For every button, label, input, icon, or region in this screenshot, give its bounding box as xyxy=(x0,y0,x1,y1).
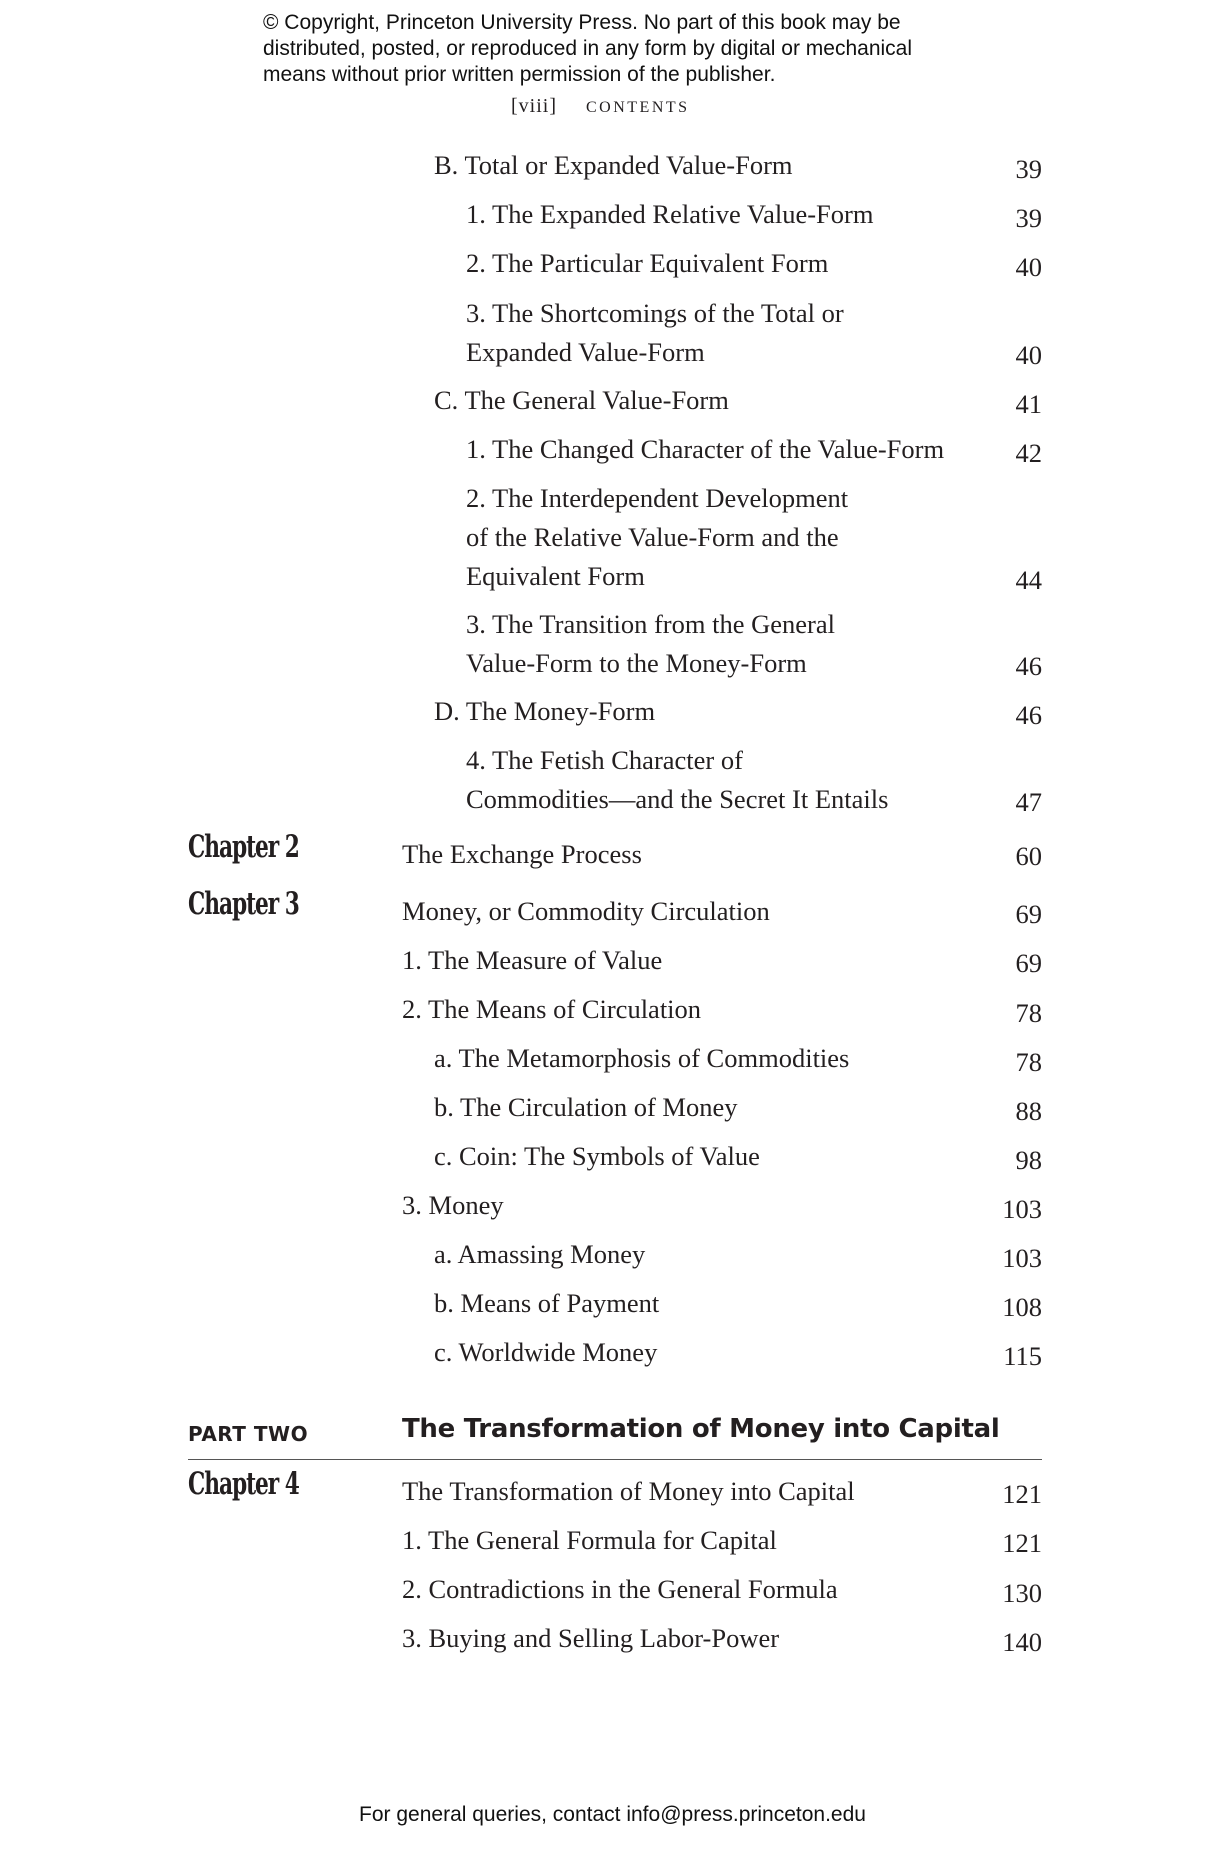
toc-entry-title: C. The General Value-Form xyxy=(434,385,729,415)
toc-page-number: 47 xyxy=(1015,787,1042,817)
toc-entry xyxy=(402,990,701,1029)
toc-entry xyxy=(466,430,944,469)
chapter-label: Chapter 3 xyxy=(188,886,299,922)
toc-entry xyxy=(402,892,770,931)
toc-page-number: 98 xyxy=(1015,1145,1042,1175)
toc-entry xyxy=(466,244,828,283)
toc-page-number: 130 xyxy=(1002,1578,1042,1608)
toc-entry-title: The Transformation of Money into Capital xyxy=(402,1476,855,1506)
toc-entry-title: b. The Circulation of Money xyxy=(434,1092,738,1122)
chapter-label: Chapter 2 xyxy=(188,829,299,865)
toc-page-number: 46 xyxy=(1015,700,1042,730)
toc-entry xyxy=(466,294,844,372)
toc-entry xyxy=(402,1570,838,1609)
toc-page-number: 108 xyxy=(1002,1292,1042,1322)
toc-page-number: 40 xyxy=(1015,252,1042,282)
toc-page-number: 39 xyxy=(1015,203,1042,233)
toc-entry xyxy=(466,195,873,234)
toc-page-number: 121 xyxy=(1002,1479,1042,1509)
toc-entry xyxy=(434,1088,737,1127)
toc-page-number: 115 xyxy=(1003,1341,1042,1371)
toc-entry-title: 2. The Means of Circulation xyxy=(402,994,702,1024)
toc-entry-title: 4. The Fetish Character of xyxy=(466,745,743,775)
toc-page-number: 41 xyxy=(1015,389,1042,419)
running-head-page: [viii] xyxy=(511,95,557,117)
toc-entry xyxy=(402,1472,855,1511)
toc-entry xyxy=(434,1333,657,1372)
chapter-label: Chapter 4 xyxy=(188,1466,299,1502)
toc-entry-title: 3. The Shortcomings of the Total or xyxy=(466,298,844,328)
toc-entry xyxy=(434,1137,760,1176)
toc-entry-title: b. Means of Payment xyxy=(434,1288,660,1318)
part-label: PART TWO xyxy=(188,1422,309,1446)
toc-entry-title: Money, or Commodity Circulation xyxy=(402,896,770,926)
toc-entry-title: 3. The Transition from the General xyxy=(466,609,835,639)
copyright-line: means without prior written permission of the publisher. xyxy=(263,63,776,86)
toc-entry-title: 2. The Particular Equivalent Form xyxy=(466,248,829,278)
toc-entry-title: 1. The Measure of Value xyxy=(402,945,663,975)
toc-page-number: 44 xyxy=(1015,565,1042,595)
toc-entry xyxy=(466,605,835,683)
toc-page-number: 40 xyxy=(1015,340,1042,370)
running-head-section: CONTENTS xyxy=(586,99,690,116)
copyright-line: distributed, posted, or reproduced in any form by digital or mechanical xyxy=(263,37,913,60)
toc-entry xyxy=(402,1521,777,1560)
toc-entry xyxy=(434,1039,849,1078)
toc-page-number: 46 xyxy=(1015,651,1042,681)
toc-entry xyxy=(402,835,642,874)
toc-entry-title: 1. The Expanded Relative Value-Form xyxy=(466,199,874,229)
toc-entry xyxy=(434,1284,659,1323)
toc-entry xyxy=(402,1186,504,1225)
toc-entry xyxy=(434,381,729,420)
toc-entry-title: of the Relative Value-Form and the xyxy=(466,522,839,552)
copyright-line: © Copyright, Princeton University Press. No part of this book may be xyxy=(263,11,901,34)
toc-entry-title: 2. The Interdependent Development xyxy=(466,483,849,513)
toc-entry-title: c. Worldwide Money xyxy=(434,1337,658,1367)
toc-entry-title: B. Total or Expanded Value-Form xyxy=(434,150,793,180)
toc-page-number: 78 xyxy=(1015,1047,1042,1077)
toc-entry xyxy=(434,692,655,731)
toc-entry xyxy=(434,1235,645,1274)
copyright-notice xyxy=(263,10,1023,88)
toc-entry-title: Equivalent Form xyxy=(466,561,645,591)
toc-entry-title: The Exchange Process xyxy=(402,839,642,869)
toc-entry-title: 3. Buying and Selling Labor-Power xyxy=(402,1623,780,1653)
toc-entry-title: 1. The General Formula for Capital xyxy=(402,1525,777,1555)
toc-entry-title: D. The Money-Form xyxy=(434,696,656,726)
toc-entry-title: a. Amassing Money xyxy=(434,1239,646,1269)
toc-entry-title: Value-Form to the Money-Form xyxy=(466,648,807,678)
part-divider xyxy=(188,1459,1042,1460)
toc-entry-title: Commodities—and the Secret It Entails xyxy=(466,784,889,814)
toc-page-number: 121 xyxy=(1002,1528,1042,1558)
toc-page-number: 103 xyxy=(1002,1243,1042,1273)
toc-entry-title: Expanded Value-Form xyxy=(466,337,705,367)
toc-page-number: 140 xyxy=(1002,1627,1042,1657)
toc-page-number: 78 xyxy=(1015,998,1042,1028)
toc-entry xyxy=(466,479,848,596)
toc-entry xyxy=(402,941,662,980)
running-head xyxy=(511,95,690,118)
toc-entry xyxy=(466,741,888,819)
toc-page-number: 103 xyxy=(1002,1194,1042,1224)
toc-page-number: 69 xyxy=(1015,899,1042,929)
footer-contact: For general queries, contact info@press.princeton.edu xyxy=(359,1803,866,1826)
toc-entry xyxy=(402,1619,779,1658)
toc-page-number: 88 xyxy=(1015,1096,1042,1126)
toc-page-number: 39 xyxy=(1015,154,1042,184)
toc-page-number: 60 xyxy=(1015,841,1042,871)
toc-entry-title: c. Coin: The Symbols of Value xyxy=(434,1141,760,1171)
toc-page-number: 69 xyxy=(1015,948,1042,978)
toc-entry-title: 2. Contradictions in the General Formula xyxy=(402,1574,838,1604)
toc-page-number: 42 xyxy=(1015,438,1042,468)
toc-entry-title: a. The Metamorphosis of Commodities xyxy=(434,1043,850,1073)
part-title: The Transformation of Money into Capital xyxy=(402,1414,1000,1444)
toc-entry-title: 1. The Changed Character of the Value-Form xyxy=(466,434,945,464)
toc-entry xyxy=(434,146,793,185)
toc-entry-title: 3. Money xyxy=(402,1190,504,1220)
